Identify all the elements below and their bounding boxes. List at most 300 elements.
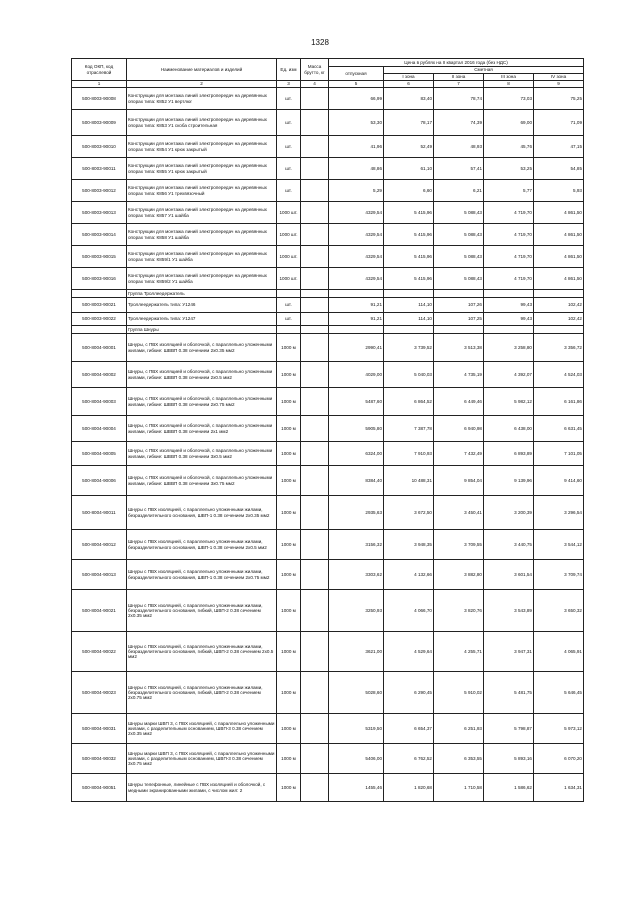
item-mass <box>301 268 329 290</box>
col-number: 9 <box>534 81 584 88</box>
item-name: Шнуры телефонные, линейные с ПВХ изоляцией и оболочкой, с медными экранированными жилами, с числом жил: 2 <box>127 774 277 802</box>
group-empty-cell <box>534 290 584 298</box>
price-zone-2: 4 735,19 <box>434 362 484 388</box>
col-number: 1 <box>72 81 127 88</box>
price-release: 5,29 <box>329 180 384 202</box>
table-row <box>72 774 584 802</box>
price-zone-4: 5,93 <box>534 180 584 202</box>
header-estimate: Сметная <box>384 67 584 74</box>
table-row <box>72 416 584 442</box>
item-mass <box>301 362 329 388</box>
item-unit: 1000 шт. <box>277 224 301 246</box>
item-name: Конструкции для монтажа линий электропередач на деревянных опорах типа: К852 У1 вертлюг <box>127 88 277 110</box>
item-code: 500-8003-90014 <box>72 224 127 246</box>
item-name: Троллеедержатель типа: У1247 <box>127 313 277 326</box>
item-unit: 1000 м <box>277 466 301 496</box>
price-zone-1: 1 820,68 <box>384 774 434 802</box>
price-zone-2: 6,21 <box>434 180 484 202</box>
price-zone-3: 45,76 <box>484 136 534 158</box>
price-release: 3303,62 <box>329 560 384 590</box>
table-row <box>72 530 584 560</box>
price-zone-4: 3 650,32 <box>534 590 584 632</box>
price-zone-2: 3 709,55 <box>434 530 484 560</box>
item-code: 500-8004-90021 <box>72 590 127 632</box>
price-zone-1: 4 132,66 <box>384 560 434 590</box>
price-zone-1: 6 762,52 <box>384 744 434 774</box>
item-mass <box>301 298 329 313</box>
item-name: Шнуры с ПВХ изоляцией, с параллельно уложенными жилами, безразделительного основания, ШВП-1 0.38 сечением 2х0.5 мм2 <box>127 530 277 560</box>
price-zone-3: 4 392,07 <box>484 362 534 388</box>
item-code: 500-8004-90006 <box>72 466 127 496</box>
price-table <box>71 58 584 802</box>
item-unit: 1000 м <box>277 334 301 362</box>
price-zone-4: 4 861,50 <box>534 224 584 246</box>
item-code: 500-8004-90051 <box>72 774 127 802</box>
price-release: 91,21 <box>329 313 384 326</box>
item-code: 500-8004-90013 <box>72 560 127 590</box>
price-zone-1: 4 066,70 <box>384 590 434 632</box>
price-zone-4: 3 296,54 <box>534 496 584 530</box>
item-code: 500-8003-90008 <box>72 88 127 110</box>
item-unit: 1000 м <box>277 416 301 442</box>
table-row <box>72 298 584 313</box>
price-zone-3: 4 719,70 <box>484 268 534 290</box>
item-unit: шт. <box>277 110 301 136</box>
price-zone-2: 48,93 <box>434 136 484 158</box>
price-zone-1: 114,10 <box>384 298 434 313</box>
col-number: 3 <box>277 81 301 88</box>
price-zone-1: 6 864,52 <box>384 388 434 416</box>
item-mass <box>301 88 329 110</box>
price-release: 8384,40 <box>329 466 384 496</box>
group-title: Группа Шнуры <box>127 326 277 334</box>
item-unit: 1000 шт. <box>277 202 301 224</box>
price-zone-2: 5 910,02 <box>434 672 484 714</box>
price-zone-4: 75,25 <box>534 88 584 110</box>
table-row <box>72 388 584 416</box>
item-name: Шнуры, с ПВХ изоляцией и оболочкой, с параллельно уложенными жилами, гибкие: ШВВП 0.38 сечением 2х0.5 мм2 <box>127 362 277 388</box>
group-empty-cell <box>277 326 301 334</box>
table-row <box>72 590 584 632</box>
price-zone-2: 5 088,43 <box>434 224 484 246</box>
price-release: 6324,00 <box>329 442 384 466</box>
price-release: 4329,54 <box>329 202 384 224</box>
header-zone-3: III зона <box>484 74 534 81</box>
item-code: 500-8004-90001 <box>72 334 127 362</box>
item-mass <box>301 158 329 180</box>
price-zone-4: 4 861,50 <box>534 246 584 268</box>
item-name: Шнуры марки ШВП 3, с ПВХ изоляцией, с параллельно уложенными жилами, с разделительным основанием, ШВП-3 0.38 сечением 3х0.75 мм2 <box>127 744 277 774</box>
price-release: 41,96 <box>329 136 384 158</box>
item-code: 500-8004-90003 <box>72 388 127 416</box>
header-code: Код ОКП, код отраслевой <box>72 59 127 81</box>
price-zone-1: 10 488,31 <box>384 466 434 496</box>
item-mass <box>301 560 329 590</box>
group-empty-cell <box>329 326 384 334</box>
item-mass <box>301 632 329 672</box>
price-zone-1: 3 672,50 <box>384 496 434 530</box>
price-zone-4: 3 709,74 <box>534 560 584 590</box>
price-zone-2: 5 088,43 <box>434 268 484 290</box>
price-zone-4: 71,09 <box>534 110 584 136</box>
table-row <box>72 268 584 290</box>
price-release: 66,99 <box>329 88 384 110</box>
group-empty-cell <box>277 290 301 298</box>
price-zone-2: 1 710,58 <box>434 774 484 802</box>
table-body <box>72 88 584 802</box>
item-code: 500-8004-90023 <box>72 672 127 714</box>
price-release: 1455,46 <box>329 774 384 802</box>
table-row <box>72 496 584 530</box>
item-code: 500-8003-90010 <box>72 136 127 158</box>
item-mass <box>301 180 329 202</box>
table-row <box>72 313 584 326</box>
item-unit: шт. <box>277 88 301 110</box>
price-zone-3: 3 258,80 <box>484 334 534 362</box>
item-mass <box>301 672 329 714</box>
price-zone-3: 5 798,87 <box>484 714 534 744</box>
price-release: 3156,32 <box>329 530 384 560</box>
price-release: 3250,93 <box>329 590 384 632</box>
price-zone-3: 69,00 <box>484 110 534 136</box>
item-code: 500-8003-90009 <box>72 110 127 136</box>
header-zone-1: I зона <box>384 74 434 81</box>
price-zone-4: 102,42 <box>534 298 584 313</box>
price-zone-2: 6 353,55 <box>434 744 484 774</box>
col-number: 6 <box>384 81 434 88</box>
item-code: 500-8004-90011 <box>72 496 127 530</box>
price-release: 5905,80 <box>329 416 384 442</box>
item-name: Шнуры, с ПВХ изоляцией и оболочкой, с параллельно уложенными жилами, гибкие: ШВВП 0.38 сечением 3х0.75 мм2 <box>127 466 277 496</box>
group-empty-cell <box>384 290 434 298</box>
price-release: 5487,60 <box>329 388 384 416</box>
price-release: 91,21 <box>329 298 384 313</box>
item-name: Конструкции для монтажа линий электропередач на деревянных опорах типа: К857 У1 шайба <box>127 202 277 224</box>
price-zone-1: 6,60 <box>384 180 434 202</box>
price-zone-2: 3 882,80 <box>434 560 484 590</box>
item-unit: шт. <box>277 180 301 202</box>
col-number: 2 <box>127 81 277 88</box>
item-code: 500-8003-90012 <box>72 180 127 202</box>
price-zone-4: 5 646,45 <box>534 672 584 714</box>
price-release: 4029,00 <box>329 362 384 388</box>
item-unit: 1000 м <box>277 530 301 560</box>
header-unit: Ед. изм <box>277 59 301 81</box>
group-code-cell <box>72 326 127 334</box>
price-zone-3: 3 440,75 <box>484 530 534 560</box>
item-mass <box>301 496 329 530</box>
price-zone-1: 4 529,64 <box>384 632 434 672</box>
price-zone-1: 78,17 <box>384 110 434 136</box>
price-release: 4329,54 <box>329 268 384 290</box>
price-zone-4: 4 065,91 <box>534 632 584 672</box>
table-row <box>72 246 584 268</box>
price-zone-4: 47,15 <box>534 136 584 158</box>
group-row <box>72 290 584 298</box>
item-mass <box>301 110 329 136</box>
price-release: 5406,00 <box>329 744 384 774</box>
item-code: 500-8004-90031 <box>72 714 127 744</box>
table-row <box>72 560 584 590</box>
group-title: Группа Троллеедержатель <box>127 290 277 298</box>
table-row <box>72 714 584 744</box>
item-name: Шнуры с ПВХ изоляцией, с параллельно уложенными жилами, безразделительного основания, ШВП-1 0.38 сечением 2х0.75 мм2 <box>127 560 277 590</box>
item-mass <box>301 313 329 326</box>
item-name: Конструкции для монтажа линий электропередач на деревянных опорах типа: К859/1 У1 шайба <box>127 246 277 268</box>
item-unit: 1000 м <box>277 496 301 530</box>
table-row <box>72 362 584 388</box>
price-zone-3: 1 586,62 <box>484 774 534 802</box>
item-unit: 1000 м <box>277 590 301 632</box>
price-zone-2: 3 450,41 <box>434 496 484 530</box>
price-zone-2: 9 854,04 <box>434 466 484 496</box>
price-zone-3: 4 719,70 <box>484 224 534 246</box>
table-row <box>72 224 584 246</box>
item-name: Троллеедержатель типа: У1246 <box>127 298 277 313</box>
price-zone-3: 99,43 <box>484 313 534 326</box>
item-code: 500-8004-90032 <box>72 744 127 774</box>
group-empty-cell <box>329 290 384 298</box>
price-zone-4: 1 634,31 <box>534 774 584 802</box>
item-code: 500-8004-90004 <box>72 416 127 442</box>
item-code: 500-8003-90022 <box>72 313 127 326</box>
price-zone-3: 5 982,12 <box>484 388 534 416</box>
price-zone-1: 5 415,96 <box>384 246 434 268</box>
item-code: 500-8004-90002 <box>72 362 127 388</box>
group-empty-cell <box>434 290 484 298</box>
price-zone-1: 61,10 <box>384 158 434 180</box>
item-mass <box>301 774 329 802</box>
price-zone-3: 3 947,31 <box>484 632 534 672</box>
item-code: 500-8003-90011 <box>72 158 127 180</box>
item-code: 500-8004-90022 <box>72 632 127 672</box>
price-zone-1: 6 290,45 <box>384 672 434 714</box>
item-mass <box>301 442 329 466</box>
price-zone-3: 53,25 <box>484 158 534 180</box>
price-zone-3: 4 719,70 <box>484 246 534 268</box>
price-zone-3: 3 543,89 <box>484 590 534 632</box>
item-code: 500-8003-90021 <box>72 298 127 313</box>
item-mass <box>301 388 329 416</box>
price-zone-4: 6 631,45 <box>534 416 584 442</box>
price-zone-4: 3 356,72 <box>534 334 584 362</box>
price-zone-4: 102,42 <box>534 313 584 326</box>
table-row <box>72 466 584 496</box>
item-name: Конструкции для монтажа линий электропередач на деревянных опорах типа: К855 У1 крюк закрытый <box>127 158 277 180</box>
table-row <box>72 334 584 362</box>
price-zone-2: 74,39 <box>434 110 484 136</box>
price-zone-2: 3 820,76 <box>434 590 484 632</box>
column-number-row <box>72 81 584 88</box>
item-mass <box>301 224 329 246</box>
item-name: Шнуры с ПВХ изоляцией, с параллельно уложенными жилами, безразделительного основания, ШВП-1 0.38 сечением 2х0.35 мм2 <box>127 496 277 530</box>
price-release: 3621,00 <box>329 632 384 672</box>
table-row <box>72 88 584 110</box>
price-zone-1: 6 654,37 <box>384 714 434 744</box>
header-zone-4: IV зона <box>534 74 584 81</box>
price-zone-2: 107,26 <box>434 298 484 313</box>
page-number: 1328 <box>311 38 329 47</box>
item-unit: шт. <box>277 158 301 180</box>
price-release: 53,30 <box>329 110 384 136</box>
item-code: 500-8003-90015 <box>72 246 127 268</box>
group-empty-cell <box>301 326 329 334</box>
group-empty-cell <box>434 326 484 334</box>
table-row <box>72 744 584 774</box>
item-code: 500-8003-90013 <box>72 202 127 224</box>
price-zone-4: 54,85 <box>534 158 584 180</box>
table-row <box>72 158 584 180</box>
price-release: 4329,54 <box>329 246 384 268</box>
col-number: 5 <box>329 81 384 88</box>
price-zone-4: 7 101,05 <box>534 442 584 466</box>
price-zone-4: 4 861,50 <box>534 202 584 224</box>
table-row <box>72 180 584 202</box>
price-zone-4: 6 070,20 <box>534 744 584 774</box>
price-release: 5319,50 <box>329 714 384 744</box>
header-name: Наименование материалов и изделий <box>127 59 277 81</box>
table-header <box>72 59 584 88</box>
col-number: 7 <box>434 81 484 88</box>
item-mass <box>301 744 329 774</box>
col-number: 4 <box>301 81 329 88</box>
price-zone-2: 5 088,43 <box>434 246 484 268</box>
item-unit: 1000 шт. <box>277 268 301 290</box>
price-zone-2: 5 088,43 <box>434 202 484 224</box>
price-zone-2: 78,74 <box>434 88 484 110</box>
item-unit: 1000 м <box>277 560 301 590</box>
item-mass <box>301 136 329 158</box>
price-zone-3: 5 481,75 <box>484 672 534 714</box>
header-zone-2: II зона <box>434 74 484 81</box>
price-zone-2: 6 940,98 <box>434 416 484 442</box>
item-mass <box>301 334 329 362</box>
item-mass <box>301 530 329 560</box>
price-zone-3: 3 200,39 <box>484 496 534 530</box>
item-unit: шт. <box>277 298 301 313</box>
table-row <box>72 202 584 224</box>
item-unit: шт. <box>277 313 301 326</box>
price-zone-2: 7 432,49 <box>434 442 484 466</box>
price-zone-2: 3 513,38 <box>434 334 484 362</box>
price-zone-3: 5 893,16 <box>484 744 534 774</box>
item-unit: 1000 м <box>277 714 301 744</box>
item-name: Шнуры с ПВХ изоляцией, с параллельно уложенными жилами, безразделительного основания, гибкий, ШВП-2 0.38 сечением 2х0.5 мм2 <box>127 632 277 672</box>
price-zone-3: 6 438,00 <box>484 416 534 442</box>
price-zone-3: 4 719,70 <box>484 202 534 224</box>
item-name: Шнуры, с ПВХ изоляцией и оболочкой, с параллельно уложенными жилами, гибкие: ШВВП 0.38 сечением 2х0.35 мм2 <box>127 334 277 362</box>
price-zone-1: 83,40 <box>384 88 434 110</box>
item-unit: 1000 м <box>277 362 301 388</box>
item-unit: 1000 м <box>277 774 301 802</box>
price-zone-1: 5 040,03 <box>384 362 434 388</box>
price-zone-4: 4 524,03 <box>534 362 584 388</box>
price-zone-1: 5 415,96 <box>384 202 434 224</box>
item-unit: 1000 м <box>277 632 301 672</box>
table-row <box>72 110 584 136</box>
price-zone-3: 6 893,89 <box>484 442 534 466</box>
table-row <box>72 632 584 672</box>
price-zone-2: 4 255,71 <box>434 632 484 672</box>
price-zone-3: 99,43 <box>484 298 534 313</box>
price-zone-1: 7 387,78 <box>384 416 434 442</box>
price-zone-4: 3 544,12 <box>534 530 584 560</box>
price-zone-4: 4 861,50 <box>534 268 584 290</box>
item-name: Шнуры, с ПВХ изоляцией и оболочкой, с параллельно уложенными жилами, гибкие: ШВВП 0.38 сечением 2х0.75 мм2 <box>127 388 277 416</box>
price-zone-4: 9 414,60 <box>534 466 584 496</box>
group-empty-cell <box>534 326 584 334</box>
table-row <box>72 136 584 158</box>
item-name: Конструкции для монтажа линий электропередач на деревянных опорах типа: К854 У1 крюк закрытый <box>127 136 277 158</box>
price-zone-2: 57,41 <box>434 158 484 180</box>
price-zone-1: 7 910,93 <box>384 442 434 466</box>
col-number: 8 <box>484 81 534 88</box>
item-name: Шнуры марки ШВП 3, с ПВХ изоляцией, с параллельно уложенными жилами, с разделительным основанием, ШВП-3 0.38 сечением 2х0.35 мм2 <box>127 714 277 744</box>
item-name: Шнуры, с ПВХ изоляцией и оболочкой, с параллельно уложенными жилами, гибкие: ШВВП 0.38 сечением 3х0.5 мм2 <box>127 442 277 466</box>
price-release: 4329,54 <box>329 224 384 246</box>
item-mass <box>301 416 329 442</box>
price-release: 48,86 <box>329 158 384 180</box>
price-zone-3: 5,77 <box>484 180 534 202</box>
item-unit: 1000 м <box>277 744 301 774</box>
header-mass: Масса брутто, кг <box>301 59 329 81</box>
group-row <box>72 326 584 334</box>
item-code: 500-8004-90005 <box>72 442 127 466</box>
item-code: 500-8003-90016 <box>72 268 127 290</box>
item-name: Шнуры, с ПВХ изоляцией и оболочкой, с параллельно уложенными жилами, гибкие: ШВВП 0.38 сечением 2х1 мм2 <box>127 416 277 442</box>
price-zone-1: 5 415,96 <box>384 268 434 290</box>
group-empty-cell <box>484 290 534 298</box>
item-mass <box>301 202 329 224</box>
price-zone-4: 6 161,86 <box>534 388 584 416</box>
item-name: Шнуры с ПВХ изоляцией, с параллельно уложенными жилами, безразделительного основания, гибкий, ШВП-2 0.38 сечением 2х0.35 мм2 <box>127 590 277 632</box>
item-unit: 1000 м <box>277 388 301 416</box>
price-zone-2: 6 449,46 <box>434 388 484 416</box>
price-zone-1: 5 415,96 <box>384 224 434 246</box>
price-zone-4: 5 973,12 <box>534 714 584 744</box>
price-zone-3: 9 139,96 <box>484 466 534 496</box>
price-zone-1: 3 948,35 <box>384 530 434 560</box>
price-release: 2990,41 <box>329 334 384 362</box>
item-mass <box>301 714 329 744</box>
item-unit: 1000 шт. <box>277 246 301 268</box>
header-price: Цена в рублях на II квартал 2016 года (без НДС) <box>329 59 584 67</box>
item-name: Конструкции для монтажа линий электропередач на деревянных опорах типа: К859/2 У1 шайба <box>127 268 277 290</box>
group-empty-cell <box>301 290 329 298</box>
item-code: 500-8004-90012 <box>72 530 127 560</box>
item-name: Конструкции для монтажа линий электропередач на деревянных опорах типа: К858 У1 шайба <box>127 224 277 246</box>
item-name: Конструкции для монтажа линий электропередач на деревянных опорах типа: К853 У1 скоба строительная <box>127 110 277 136</box>
item-mass <box>301 466 329 496</box>
price-release: 5028,60 <box>329 672 384 714</box>
item-mass <box>301 590 329 632</box>
item-mass <box>301 246 329 268</box>
price-zone-1: 52,49 <box>384 136 434 158</box>
item-unit: 1000 м <box>277 442 301 466</box>
group-empty-cell <box>384 326 434 334</box>
item-name: Шнуры с ПВХ изоляцией, с параллельно уложенными жилами, безразделительного основания, гибкий, ШВП-2 0.38 сечением 2х0.75 мм2 <box>127 672 277 714</box>
price-zone-2: 107,25 <box>434 313 484 326</box>
price-zone-2: 6 251,93 <box>434 714 484 744</box>
item-name: Конструкции для монтажа линий электропередач на деревянных опорах типа: К856 У1 трехвязочный <box>127 180 277 202</box>
price-zone-3: 3 601,54 <box>484 560 534 590</box>
price-zone-1: 114,10 <box>384 313 434 326</box>
table-row <box>72 672 584 714</box>
table-row <box>72 442 584 466</box>
item-unit: шт. <box>277 136 301 158</box>
price-zone-1: 3 739,52 <box>384 334 434 362</box>
price-release: 2935,63 <box>329 496 384 530</box>
